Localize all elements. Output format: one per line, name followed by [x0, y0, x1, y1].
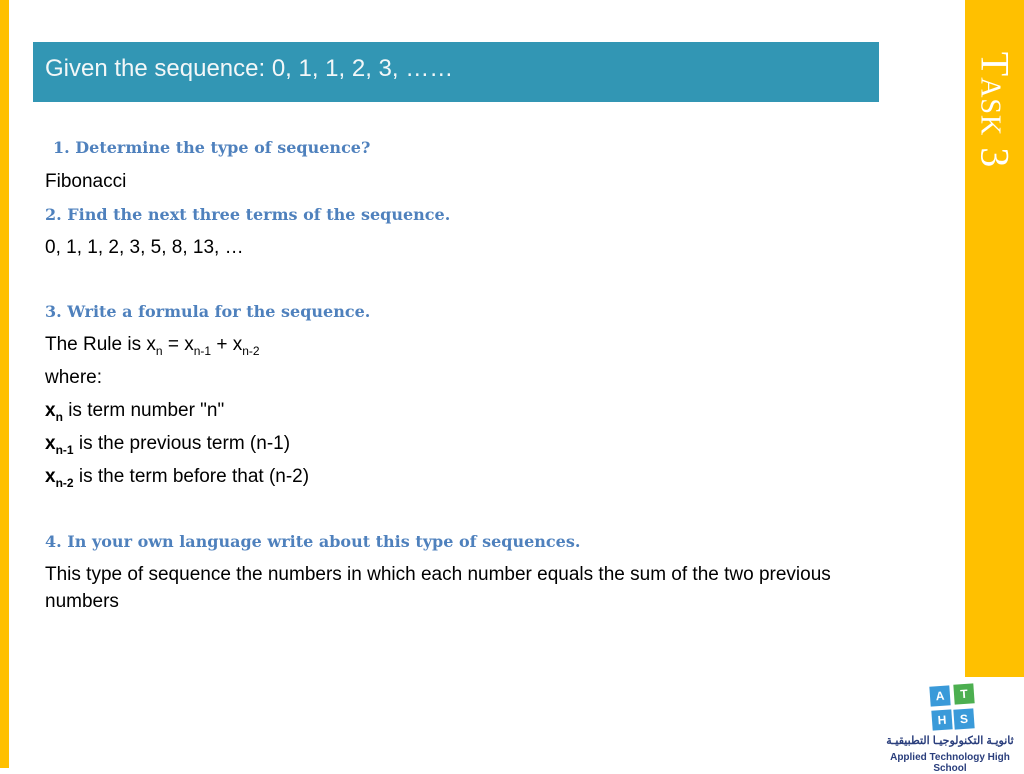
logo-tile-a: A [929, 685, 950, 706]
slide-title: Given the sequence: 0, 1, 1, 2, 3, …… [45, 55, 454, 82]
answer-2: 0, 1, 1, 2, 3, 5, 8, 13, … [45, 237, 244, 258]
question-3: 3. Write a formula for the sequence. [45, 302, 371, 321]
rule-formula: The Rule is $x_n = x_{n-1} + x_{n-2}$ [45, 334, 260, 358]
question-4: 4. In your own language write about this type of sequences. [45, 532, 581, 551]
school-logo [878, 682, 1022, 774]
answer-1: Fibonacci [45, 171, 127, 192]
logo-english-name: Applied Technology High School [890, 752, 1010, 774]
definition-xn-2: $x_{n-2}$ is the term before that (n-2) [45, 466, 310, 490]
definition-xn: $x_n$ is term number "n" [45, 400, 225, 424]
side-tab [965, 0, 1024, 250]
logo-tile-s: S [953, 708, 974, 729]
logo-arabic-name: ثانويـة التكنولوجيـا التطبيقيـة [886, 735, 1014, 747]
left-accent-bar [0, 0, 9, 768]
question-2: 2. Find the next three terms of the sequence. [45, 205, 451, 224]
side-tab-label: Task 3 [972, 51, 1017, 169]
question-1: 1. Determine the type of sequence? [53, 138, 371, 157]
logo-tile-h: H [931, 709, 952, 730]
answer-4: This type of sequence the numbers in which each number equals the sum of the two previous numbers [45, 564, 831, 612]
title-bar [33, 42, 879, 102]
definition-xn-1: $x_{n-1}$ is the previous term (n-1) [45, 433, 291, 457]
where-label: where: [45, 367, 103, 388]
logo-tile-t: T [953, 683, 974, 704]
